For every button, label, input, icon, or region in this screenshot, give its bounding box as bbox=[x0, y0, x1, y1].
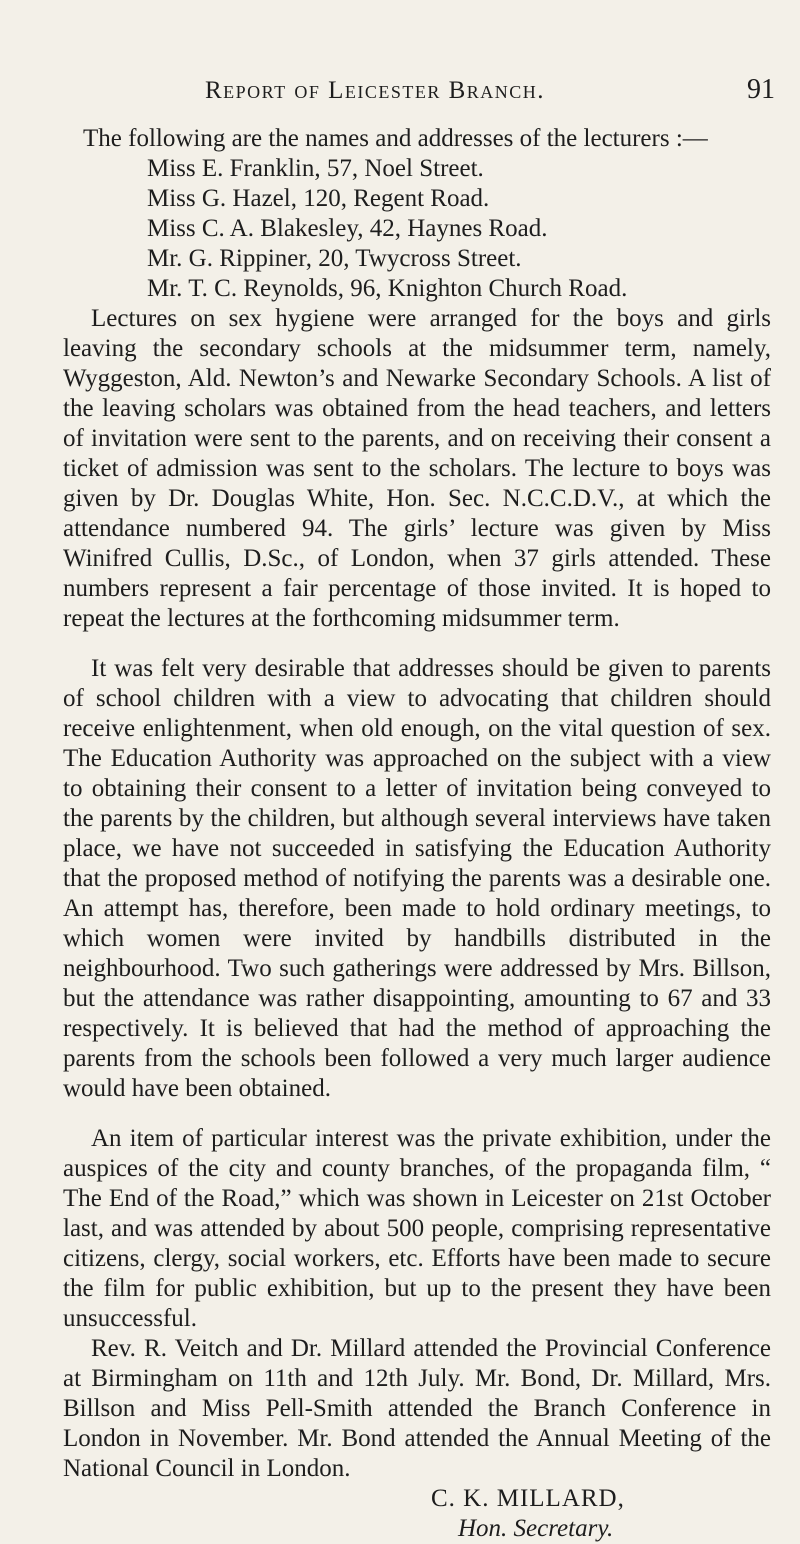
paragraph-film-exhibition: An item of particular interest was the private exhibition, under the auspices of the city and county branches, of the propaganda film, “ The End of the Road,” which was shown in Leicester on 21st October last, and was attended by about 500 people, comprising representative citizens, clergy, social workers, etc. Efforts have been made to secure the film for public exhibition, but up to the present they have been unsuccessful. bbox=[63, 1125, 771, 1332]
lecturer-entry: Mr. T. C. Reynolds, 96, Knighton Church Road. bbox=[147, 275, 628, 302]
page-number: 91 bbox=[747, 74, 775, 105]
lecturer-entry: Miss G. Hazel, 120, Regent Road. bbox=[147, 185, 490, 212]
signature-name: C. K. MILLARD, bbox=[431, 1485, 625, 1512]
running-title: Report of Leicester Branch. bbox=[205, 77, 546, 104]
paragraph-parent-addresses: It was felt very desirable that addresses should be given to parents of school children with a view to advocating that children should receive enlightenment, when old enough, on the vital question of sex. The Education Authority was approached on the subject with a view to obtaining their consent to a letter of invitation being conveyed to the parents by the children, but although several interviews have taken place, we have not succeeded in satisfying the Education Authority that the proposed method of notifying the parents was a desirable one. An attempt has, therefore, been made to hold ordinary meetings, to which women were invited by handbills distributed in the neighbourhood. Two such gatherings were addressed by Mrs. Billson, but the attendance was rather disappointing, amounting to 67 and 33 respectively. It is believed that had the method of approaching the parents from the schools been followed a very much larger audience would have been obtained. bbox=[63, 655, 771, 1102]
paragraph-conferences: Rev. R. Veitch and Dr. Millard attended the Provincial Conference at Birmingham on 11th and 12th July. Mr. Bond, Dr. Millard, Mrs. Billson and Miss Pell-Smith attended the Branch Conference in London in November. Mr. Bond attended the Annual Meeting of the National Council in London. bbox=[63, 1335, 771, 1482]
lecturer-entry: Mr. G. Rippiner, 20, Twycross Street. bbox=[147, 245, 522, 272]
document-body bbox=[63, 124, 771, 1544]
intro-line: The following are the names and addresses of the lecturers :— bbox=[83, 125, 708, 152]
paragraph-sex-hygiene-lectures: Lectures on sex hygiene were arranged for the boys and girls leaving the secondary schools at the midsummer term, namely, Wyggeston, Ald. Newton’s and Newarke Secondary Schools. A list of the leaving scholars was obtained from the head teachers, and letters of invitation were sent to the parents, and on receiving their consent a ticket of admission was sent to the scholars. The lecture to boys was given by Dr. Douglas White, Hon. Sec. N.C.C.D.V., at which the attendance numbered 94. The girls’ lecture was given by Miss Winifred Cullis, D.Sc., of London, when 37 girls attended. These numbers represent a fair percentage of those invited. It is hoped to repeat the lectures at the forthcoming midsummer term. bbox=[63, 305, 771, 632]
lecturer-list bbox=[63, 154, 771, 304]
lecturer-entry: Miss E. Franklin, 57, Noel Street. bbox=[147, 155, 484, 182]
signature-title: Hon. Secretary. bbox=[458, 1515, 614, 1542]
running-header bbox=[205, 74, 775, 106]
lecturer-entry: Miss C. A. Blakesley, 42, Haynes Road. bbox=[147, 215, 548, 242]
